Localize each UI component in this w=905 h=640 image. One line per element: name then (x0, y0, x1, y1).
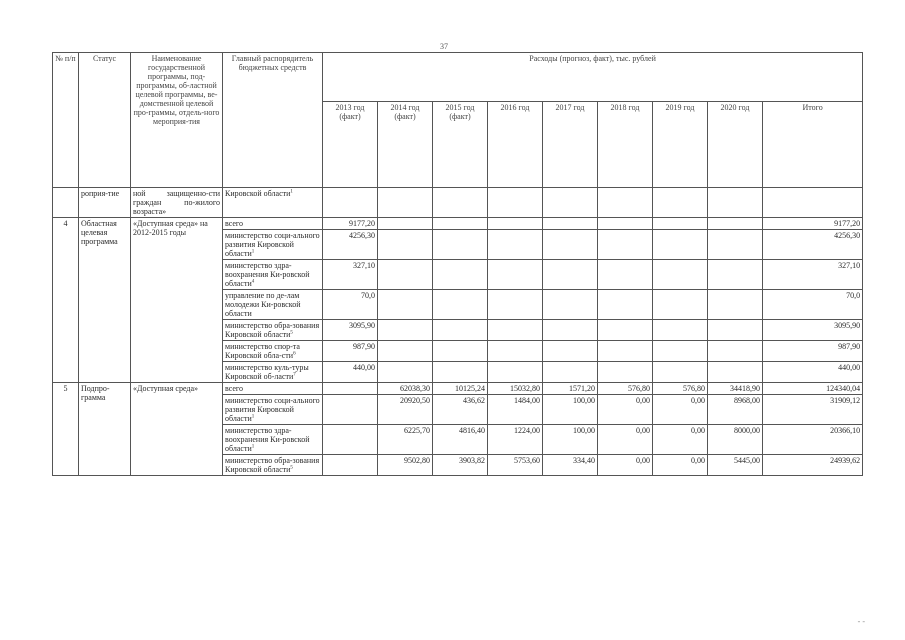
header-expenses: Расходы (прогноз, факт), тыс. рублей (323, 53, 863, 102)
group-status: Подпро-грамма (79, 383, 131, 476)
value-cell: 0,00 (598, 455, 653, 476)
value-cell: 327,10 (323, 260, 378, 290)
header-year: 2018 год (598, 102, 653, 188)
value-cell: 0,00 (653, 395, 708, 425)
value-cell: 987,90 (323, 341, 378, 362)
value-cell: 9177,20 (323, 218, 378, 230)
value-cell (323, 425, 378, 455)
value-cell (378, 362, 433, 383)
value-cell (488, 320, 543, 341)
total-cell: 327,10 (763, 260, 863, 290)
distributor-cell (223, 320, 323, 341)
distributor-text: министерство здра-воохранения Ки-ровской области (225, 426, 310, 453)
value-cell (433, 362, 488, 383)
value-cell: 15032,80 (488, 383, 543, 395)
value-cell (323, 455, 378, 476)
group-num: 5 (53, 383, 79, 476)
value-cell (488, 341, 543, 362)
value-cell (433, 320, 488, 341)
distributor-text: всего (225, 219, 244, 228)
total-cell: 4256,30 (763, 230, 863, 260)
total-cell: 70,0 (763, 290, 863, 320)
value-cell (543, 218, 598, 230)
value-cell (708, 320, 763, 341)
value-cell: 576,80 (598, 383, 653, 395)
value-cell (433, 341, 488, 362)
value-cell (488, 218, 543, 230)
total-cell: 9177,20 (763, 218, 863, 230)
budget-table (52, 52, 863, 476)
value-cell: 9502,80 (378, 455, 433, 476)
total-cell: 20366,10 (763, 425, 863, 455)
group-name: «Доступная среда» на 2012-2015 годы (131, 218, 223, 383)
value-cell (543, 290, 598, 320)
value-cell (708, 362, 763, 383)
value-cell (653, 362, 708, 383)
value-cell (378, 290, 433, 320)
value-cell: 100,00 (543, 425, 598, 455)
value-cell: 0,00 (653, 455, 708, 476)
value-cell (378, 341, 433, 362)
distributor-cell (223, 455, 323, 476)
footnote-mark: 1 (251, 444, 255, 450)
header-year: 2019 год (653, 102, 708, 188)
value-cell: 3903,82 (433, 455, 488, 476)
value-cell: 1224,00 (488, 425, 543, 455)
footnote-mark: 6 (293, 351, 296, 357)
value-cell (653, 290, 708, 320)
header-year: 2020 год (708, 102, 763, 188)
footnote-mark: 1 (251, 249, 255, 255)
continuation-distributor-text: Кировской области (225, 189, 291, 198)
value-cell (378, 320, 433, 341)
value-cell: 8000,00 (708, 425, 763, 455)
distributor-cell (223, 290, 323, 320)
value-cell (488, 290, 543, 320)
value-cell (433, 218, 488, 230)
header-year: 2015 год (факт) (433, 102, 488, 188)
value-cell: 576,80 (653, 383, 708, 395)
distributor-text: всего (225, 384, 244, 393)
value-cell: 70,0 (323, 290, 378, 320)
value-cell: 100,00 (543, 395, 598, 425)
value-cell: 440,00 (323, 362, 378, 383)
value-cell: 5445,00 (708, 455, 763, 476)
group-num: 4 (53, 218, 79, 383)
value-cell: 4256,30 (323, 230, 378, 260)
value-cell (598, 362, 653, 383)
value-cell (488, 230, 543, 260)
value-cell (598, 218, 653, 230)
value-cell: 8968,00 (708, 395, 763, 425)
footnote-mark: 1 (251, 414, 255, 420)
value-cell (708, 218, 763, 230)
value-cell (708, 290, 763, 320)
distributor-text: министерство соци-ального развития Кировской области (225, 231, 320, 258)
value-cell (543, 341, 598, 362)
value-cell (378, 218, 433, 230)
distributor-cell (223, 260, 323, 290)
value-cell: 0,00 (598, 425, 653, 455)
value-cell (708, 341, 763, 362)
value-cell (433, 290, 488, 320)
distributor-cell (223, 362, 323, 383)
value-cell: 1484,00 (488, 395, 543, 425)
value-cell (598, 320, 653, 341)
header-year: 2017 год (543, 102, 598, 188)
header-distributor: Главный распорядитель бюджетных средств (223, 53, 323, 188)
value-cell: 334,40 (543, 455, 598, 476)
value-cell: 3095,90 (323, 320, 378, 341)
total-cell: 31909,12 (763, 395, 863, 425)
distributor-cell (223, 341, 323, 362)
value-cell (378, 230, 433, 260)
value-cell (598, 341, 653, 362)
total-cell: 124340,04 (763, 383, 863, 395)
value-cell (323, 383, 378, 395)
footnote-mark: 5 (290, 465, 293, 471)
value-cell (543, 320, 598, 341)
continuation-status: роприя-тие (79, 188, 131, 218)
value-cell: 10125,24 (433, 383, 488, 395)
value-cell (378, 260, 433, 290)
table-body (53, 188, 863, 476)
distributor-cell (223, 395, 323, 425)
total-cell: 24939,62 (763, 455, 863, 476)
group-name: «Доступная среда» (131, 383, 223, 476)
value-cell (598, 290, 653, 320)
value-cell: 4816,40 (433, 425, 488, 455)
value-cell (543, 362, 598, 383)
value-cell (708, 260, 763, 290)
distributor-text: министерство соци-ального развития Кировской области (225, 396, 320, 423)
footnote-mark: 7 (293, 372, 296, 378)
value-cell: 436,62 (433, 395, 488, 425)
distributor-text: министерство здра-воохранения Ки-ровской области (225, 261, 310, 288)
continuation-distributor (223, 188, 323, 218)
value-cell (323, 395, 378, 425)
distributor-text: министерство обра-зования Кировской области (225, 321, 320, 339)
page-number: 37 (440, 42, 448, 51)
value-cell (433, 260, 488, 290)
header-status: Статус (79, 53, 131, 188)
group-status: Областная целевая программа (79, 218, 131, 383)
footnote-mark: 4 (251, 279, 255, 285)
header-year: 2013 год (факт) (323, 102, 378, 188)
value-cell (488, 362, 543, 383)
value-cell: 6225,70 (378, 425, 433, 455)
header-num: № п/п (53, 53, 79, 188)
header-year: 2014 год (факт) (378, 102, 433, 188)
distributor-text: управление по де-лам молодежи Ки-ровской области (225, 291, 301, 318)
value-cell (653, 320, 708, 341)
value-cell (653, 230, 708, 260)
value-cell (543, 260, 598, 290)
continuation-num (53, 188, 79, 218)
distributor-text: министерство спор-та Кировской обла-сти (225, 342, 300, 360)
total-cell: 3095,90 (763, 320, 863, 341)
value-cell: 62038,30 (378, 383, 433, 395)
distributor-cell (223, 425, 323, 455)
header-year: Итого (763, 102, 863, 188)
total-cell: 440,00 (763, 362, 863, 383)
value-cell (708, 230, 763, 260)
header-name: Наименование государственной программы, под-программы, об-ластной целевой программы, ве-домственной целевой про-граммы, отдель-ного мероприя-тия (131, 53, 223, 188)
corner-mark: - - (857, 617, 865, 626)
value-cell: 1571,20 (543, 383, 598, 395)
value-cell (653, 341, 708, 362)
value-cell: 0,00 (598, 395, 653, 425)
value-cell (653, 218, 708, 230)
value-cell: 20920,50 (378, 395, 433, 425)
value-cell (598, 260, 653, 290)
value-cell (653, 260, 708, 290)
distributor-cell (223, 383, 323, 395)
distributor-text: министерство куль-туры Кировской об-ласти (225, 363, 309, 381)
value-cell (598, 230, 653, 260)
value-cell (543, 230, 598, 260)
value-cell: 34418,90 (708, 383, 763, 395)
distributor-text: министерство обра-зования Кировской области (225, 456, 320, 474)
table-row (53, 218, 863, 230)
value-cell: 0,00 (653, 425, 708, 455)
table-row (53, 383, 863, 395)
value-cell (433, 230, 488, 260)
value-cell (488, 260, 543, 290)
distributor-cell (223, 218, 323, 230)
header-year: 2016 год (488, 102, 543, 188)
footnote-mark: 5 (290, 330, 293, 336)
footnote-mark: 1 (290, 189, 293, 195)
total-cell: 987,90 (763, 341, 863, 362)
value-cell: 5753,60 (488, 455, 543, 476)
table-header (53, 53, 863, 188)
continuation-name: ной защищенно-сти граждан по-жилого возраста» (131, 188, 223, 218)
distributor-cell (223, 230, 323, 260)
continuation-row (53, 188, 863, 218)
